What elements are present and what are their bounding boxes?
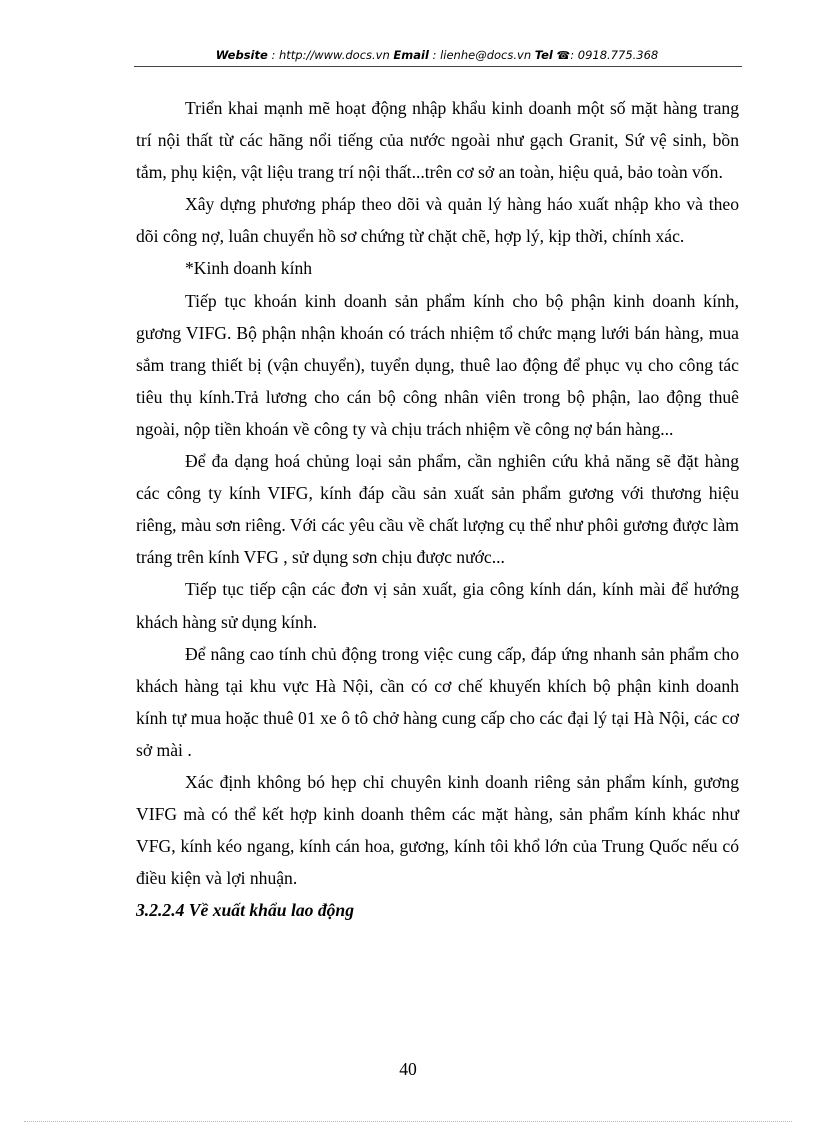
paragraph-business-scope: Xác định không bó hẹp chỉ chuyên kinh doanh riêng sản phẩm kính, gương VIFG mà có thể kết hợp kinh doanh thêm các mặt hàng, sản phẩm kính khác như VFG, kính kéo ngang, kính cán hoa, gương, kính tôi khổ lớn của Trung Quốc nếu có điều kiện và lợi nhuận. [136, 771, 739, 889]
footer-divider [24, 1121, 792, 1122]
paragraph-product-diversification: Để đa dạng hoá chủng loại sản phẩm, cần nghiên cứu khả năng sẽ đặt hàng các công ty kính VIFG, kính đáp cầu sản xuất sản phẩm gương với thương hiệu riêng, màu sơn riêng. Với các yêu cầu về chất lượng cụ thể như phôi gương được làm tráng trên kính VFG , sử dụng sơn chịu được nước... [136, 451, 739, 568]
website-label: Website [215, 48, 268, 62]
section-heading-labor-export: 3.2.2.4 Về xuất khẩu lao động [136, 900, 355, 921]
paragraph-warehouse-tracking: Xây dựng phương pháp theo dõi và quản lý hàng háo xuất nhập kho và theo dõi công nợ, luân chuyển hồ sơ chứng từ chặt chẽ, hợp lý, kịp thời, chính xác. [136, 194, 739, 247]
paragraph-hanoi-delivery: Để nâng cao tính chủ động trong việc cung cấp, đáp ứng nhanh sản phẩm cho khách hàng tại khu vực Hà Nội, cần có cơ chế khuyến khích bộ phận kinh doanh kính tự mua hoặc thuê 01 xe ô tô chở hàng cung cấp cho các đại lý tại Hà Nội, các cơ sở mài . [136, 643, 739, 760]
tel-number: : 0918.775.368 [570, 48, 659, 62]
paragraph-production-units: Tiếp tục tiếp cận các đơn vị sản xuất, gia công kính dán, kính mài để hướng khách hàng sử dụng kính. [136, 579, 739, 632]
page-number: 40 [399, 1059, 417, 1079]
email-address: : lienhe@docs.vn [428, 48, 535, 62]
document-body [136, 92, 739, 926]
subheading-glass-business: *Kinh doanh kính [185, 258, 313, 279]
email-label: Email [393, 48, 429, 62]
page-header [134, 47, 740, 64]
paragraph-glass-contract: Tiếp tục khoán kinh doanh sản phẩm kính cho bộ phận kinh doanh kính, gương VIFG. Bộ phận nhận khoán có trách nhiệm tổ chức mạng lưới bán hàng, mua sắm trang thiết bị (vận chuyển), tuyển dụng, thuê lao động để phục vụ cho công tác tiêu thụ kính.Trả lương cho cán bộ công nhân viên trong bộ phận, lao động thuê ngoài, nộp tiền khoán về công ty và chịu trách nhiệm về công nợ bán hàng... [136, 290, 739, 439]
tel-label: Tel [534, 48, 553, 62]
paragraph-import-interior: Triển khai mạnh mẽ hoạt động nhập khẩu kinh doanh một số mặt hàng trang trí nội thất từ các hãng nổi tiếng của nước ngoài như gạch Granit, Sứ vệ sinh, bồn tắm, phụ kiện, vật liệu trang trí nội thất...trên cơ sở an toàn, hiệu quả, bảo toàn vốn. [136, 98, 739, 183]
website-url: : http://www.docs.vn [267, 48, 394, 62]
phone-icon: ☎ [556, 49, 571, 62]
header-divider [134, 66, 742, 67]
